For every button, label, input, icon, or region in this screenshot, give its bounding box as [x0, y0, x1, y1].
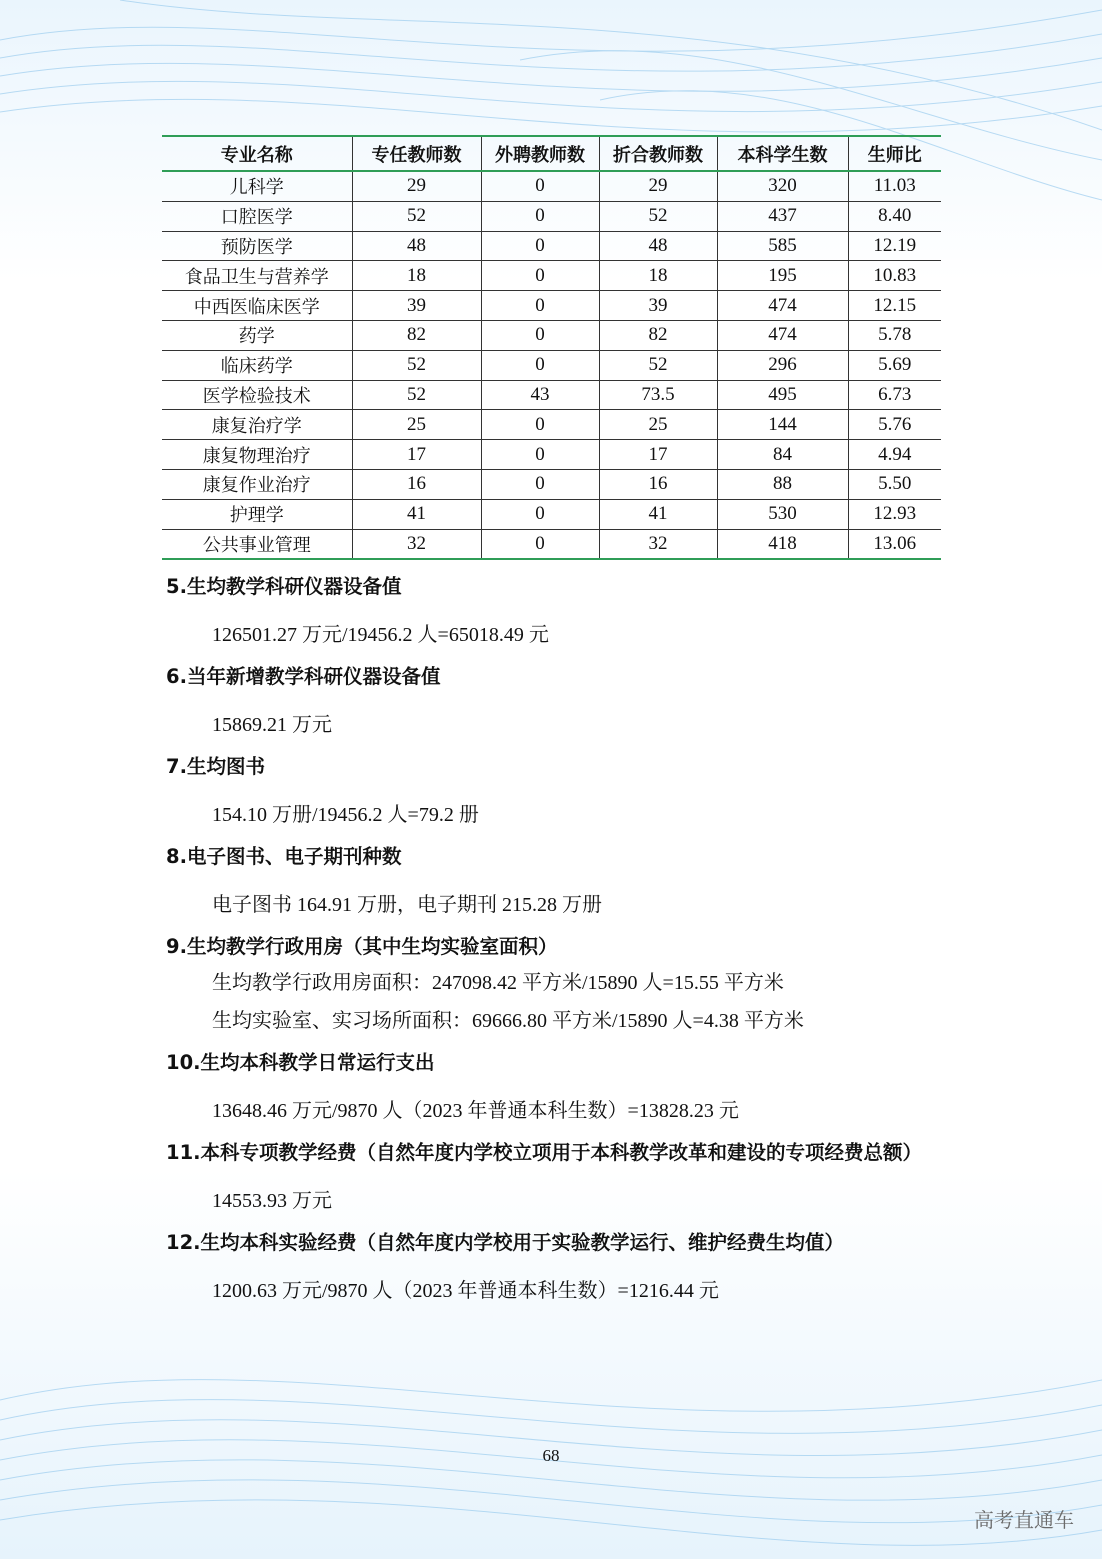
cell-equivalent-teachers: 73.5: [599, 380, 717, 410]
table-row: [162, 380, 941, 410]
cell-fulltime-teachers: 52: [352, 380, 481, 410]
cell-equivalent-teachers: 41: [599, 499, 717, 529]
indicator-sections: [166, 572, 946, 1318]
cell-external-teachers: 0: [481, 499, 599, 529]
cell-undergraduates: 88: [717, 469, 848, 499]
cell-major-name: 药学: [162, 320, 352, 350]
cell-external-teachers: 0: [481, 320, 599, 350]
table-row: [162, 171, 941, 201]
cell-fulltime-teachers: 39: [352, 291, 481, 321]
cell-undergraduates: 195: [717, 261, 848, 291]
table-row: [162, 320, 941, 350]
section-value: 生均教学行政用房面积：247098.42 平方米/15890 人=15.55 平方米: [212, 972, 784, 994]
header-fulltime-teachers: 专任教师数: [352, 136, 481, 171]
table-row: [162, 440, 941, 470]
cell-equivalent-teachers: 32: [599, 529, 717, 559]
cell-major-name: 食品卫生与营养学: [162, 261, 352, 291]
cell-external-teachers: 43: [481, 380, 599, 410]
cell-external-teachers: 0: [481, 261, 599, 291]
cell-equivalent-teachers: 18: [599, 261, 717, 291]
cell-equivalent-teachers: 39: [599, 291, 717, 321]
header-undergraduates: 本科学生数: [717, 136, 848, 171]
cell-major-name: 康复治疗学: [162, 410, 352, 440]
section-title: 10.生均本科教学日常运行支出: [166, 1051, 435, 1074]
cell-equivalent-teachers: 52: [599, 201, 717, 231]
cell-equivalent-teachers: 29: [599, 171, 717, 201]
cell-equivalent-teachers: 52: [599, 350, 717, 380]
cell-fulltime-teachers: 52: [352, 350, 481, 380]
cell-equivalent-teachers: 82: [599, 320, 717, 350]
cell-external-teachers: 0: [481, 231, 599, 261]
cell-external-teachers: 0: [481, 529, 599, 559]
section-value: 生均实验室、实习场所面积：69666.80 平方米/15890 人=4.38 平方米: [212, 1010, 804, 1032]
cell-major-name: 中西医临床医学: [162, 291, 352, 321]
cell-fulltime-teachers: 25: [352, 410, 481, 440]
cell-major-name: 护理学: [162, 499, 352, 529]
header-major-name: 专业名称: [162, 136, 352, 171]
table-row: [162, 201, 941, 231]
cell-fulltime-teachers: 16: [352, 469, 481, 499]
cell-major-name: 儿科学: [229, 177, 284, 199]
cell-undergraduates: 437: [717, 201, 848, 231]
table-row: [162, 291, 941, 321]
section-value: 电子图书 164.91 万册，电子期刊 215.28 万册: [212, 894, 602, 916]
section-title: 11.本科专项教学经费（自然年度内学校立项用于本科教学改革和建设的专项经费总额）: [166, 1141, 923, 1164]
cell-ratio: 6.73: [848, 380, 941, 410]
cell-fulltime-teachers: 32: [352, 529, 481, 559]
header-equivalent-teachers: 折合教师数: [599, 136, 717, 171]
cell-major-name: 公共事业管理: [162, 529, 352, 559]
cell-external-teachers: 0: [481, 350, 599, 380]
section-value: 126501.27 万元/19456.2 人=65018.49 元: [212, 624, 549, 646]
faculty-student-ratio-table: [162, 135, 941, 560]
cell-external-teachers: 0: [481, 440, 599, 470]
cell-ratio: 10.83: [848, 261, 941, 291]
cell-major-name: 临床药学: [162, 350, 352, 380]
cell-fulltime-teachers: 48: [352, 231, 481, 261]
cell-undergraduates: 144: [717, 410, 848, 440]
table-header-row: [162, 136, 941, 171]
section-value: 15869.21 万元: [212, 714, 332, 736]
cell-fulltime-teachers: 52: [352, 201, 481, 231]
cell-external-teachers: 0: [481, 201, 599, 231]
cell-undergraduates: 495: [717, 380, 848, 410]
cell-ratio: 5.76: [848, 410, 941, 440]
table-row: [162, 231, 941, 261]
section-value: 154.10 万册/19456.2 人=79.2 册: [212, 804, 479, 826]
cell-ratio: 5.50: [848, 469, 941, 499]
section-value: 1200.63 万元/9870 人（2023 年普通本科生数）=1216.44 元: [212, 1280, 719, 1302]
table-row: [162, 469, 941, 499]
header-student-teacher-ratio: 生师比: [848, 136, 941, 171]
cell-major-name: 康复作业治疗: [162, 469, 352, 499]
section-value: 13648.46 万元/9870 人（2023 年普通本科生数）=13828.23 元: [212, 1100, 739, 1122]
cell-undergraduates: 296: [717, 350, 848, 380]
cell-external-teachers: 0: [481, 291, 599, 321]
cell-major-name: 口腔医学: [162, 201, 352, 231]
section-title: 6.当年新增教学科研仪器设备值: [166, 665, 441, 688]
cell-fulltime-teachers: 82: [352, 320, 481, 350]
cell-equivalent-teachers: 25: [599, 410, 717, 440]
cell-undergraduates: 474: [717, 291, 848, 321]
cell-ratio: 5.69: [848, 350, 941, 380]
cell-fulltime-teachers: 18: [352, 261, 481, 291]
cell-equivalent-teachers: 48: [599, 231, 717, 261]
cell-ratio: 4.94: [848, 440, 941, 470]
cell-undergraduates: 320: [717, 171, 848, 201]
cell-equivalent-teachers: 17: [599, 440, 717, 470]
section-title: 12.生均本科实验经费（自然年度内学校用于实验教学运行、维护经费生均值）: [166, 1231, 845, 1254]
table-row: [162, 410, 941, 440]
cell-ratio: 5.78: [848, 320, 941, 350]
table-row: [162, 350, 941, 380]
cell-major-name: 医学检验技术: [162, 380, 352, 410]
section-title: 7.生均图书: [166, 755, 265, 778]
cell-equivalent-teachers: 16: [599, 469, 717, 499]
cell-ratio: 12.15: [848, 291, 941, 321]
cell-external-teachers: 0: [481, 171, 599, 201]
section-title: 5.生均教学科研仪器设备值: [166, 575, 402, 598]
section-value: 14553.93 万元: [212, 1190, 332, 1212]
cell-fulltime-teachers: 41: [352, 499, 481, 529]
page-number: 68: [542, 1446, 560, 1465]
table-row: [162, 261, 941, 291]
cell-ratio: 11.03: [848, 171, 941, 201]
cell-undergraduates: 585: [717, 231, 848, 261]
cell-undergraduates: 474: [717, 320, 848, 350]
table-row: [162, 529, 941, 559]
cell-ratio: 12.19: [848, 231, 941, 261]
cell-ratio: 8.40: [848, 201, 941, 231]
section-title: 8.电子图书、电子期刊种数: [166, 845, 402, 868]
cell-ratio: 12.93: [848, 499, 941, 529]
cell-major-name: 预防医学: [162, 231, 352, 261]
cell-undergraduates: 530: [717, 499, 848, 529]
watermark: 高考直通车: [974, 1508, 1074, 1532]
cell-fulltime-teachers: 17: [352, 440, 481, 470]
cell-fulltime-teachers: 29: [352, 171, 481, 201]
cell-external-teachers: 0: [481, 410, 599, 440]
cell-undergraduates: 84: [717, 440, 848, 470]
cell-external-teachers: 0: [481, 469, 599, 499]
cell-undergraduates: 418: [717, 529, 848, 559]
table-row: [162, 499, 941, 529]
header-external-teachers: 外聘教师数: [481, 136, 599, 171]
cell-major-name: 康复物理治疗: [162, 440, 352, 470]
cell-ratio: 13.06: [848, 529, 941, 559]
section-title: 9.生均教学行政用房（其中生均实验室面积）: [166, 935, 558, 958]
